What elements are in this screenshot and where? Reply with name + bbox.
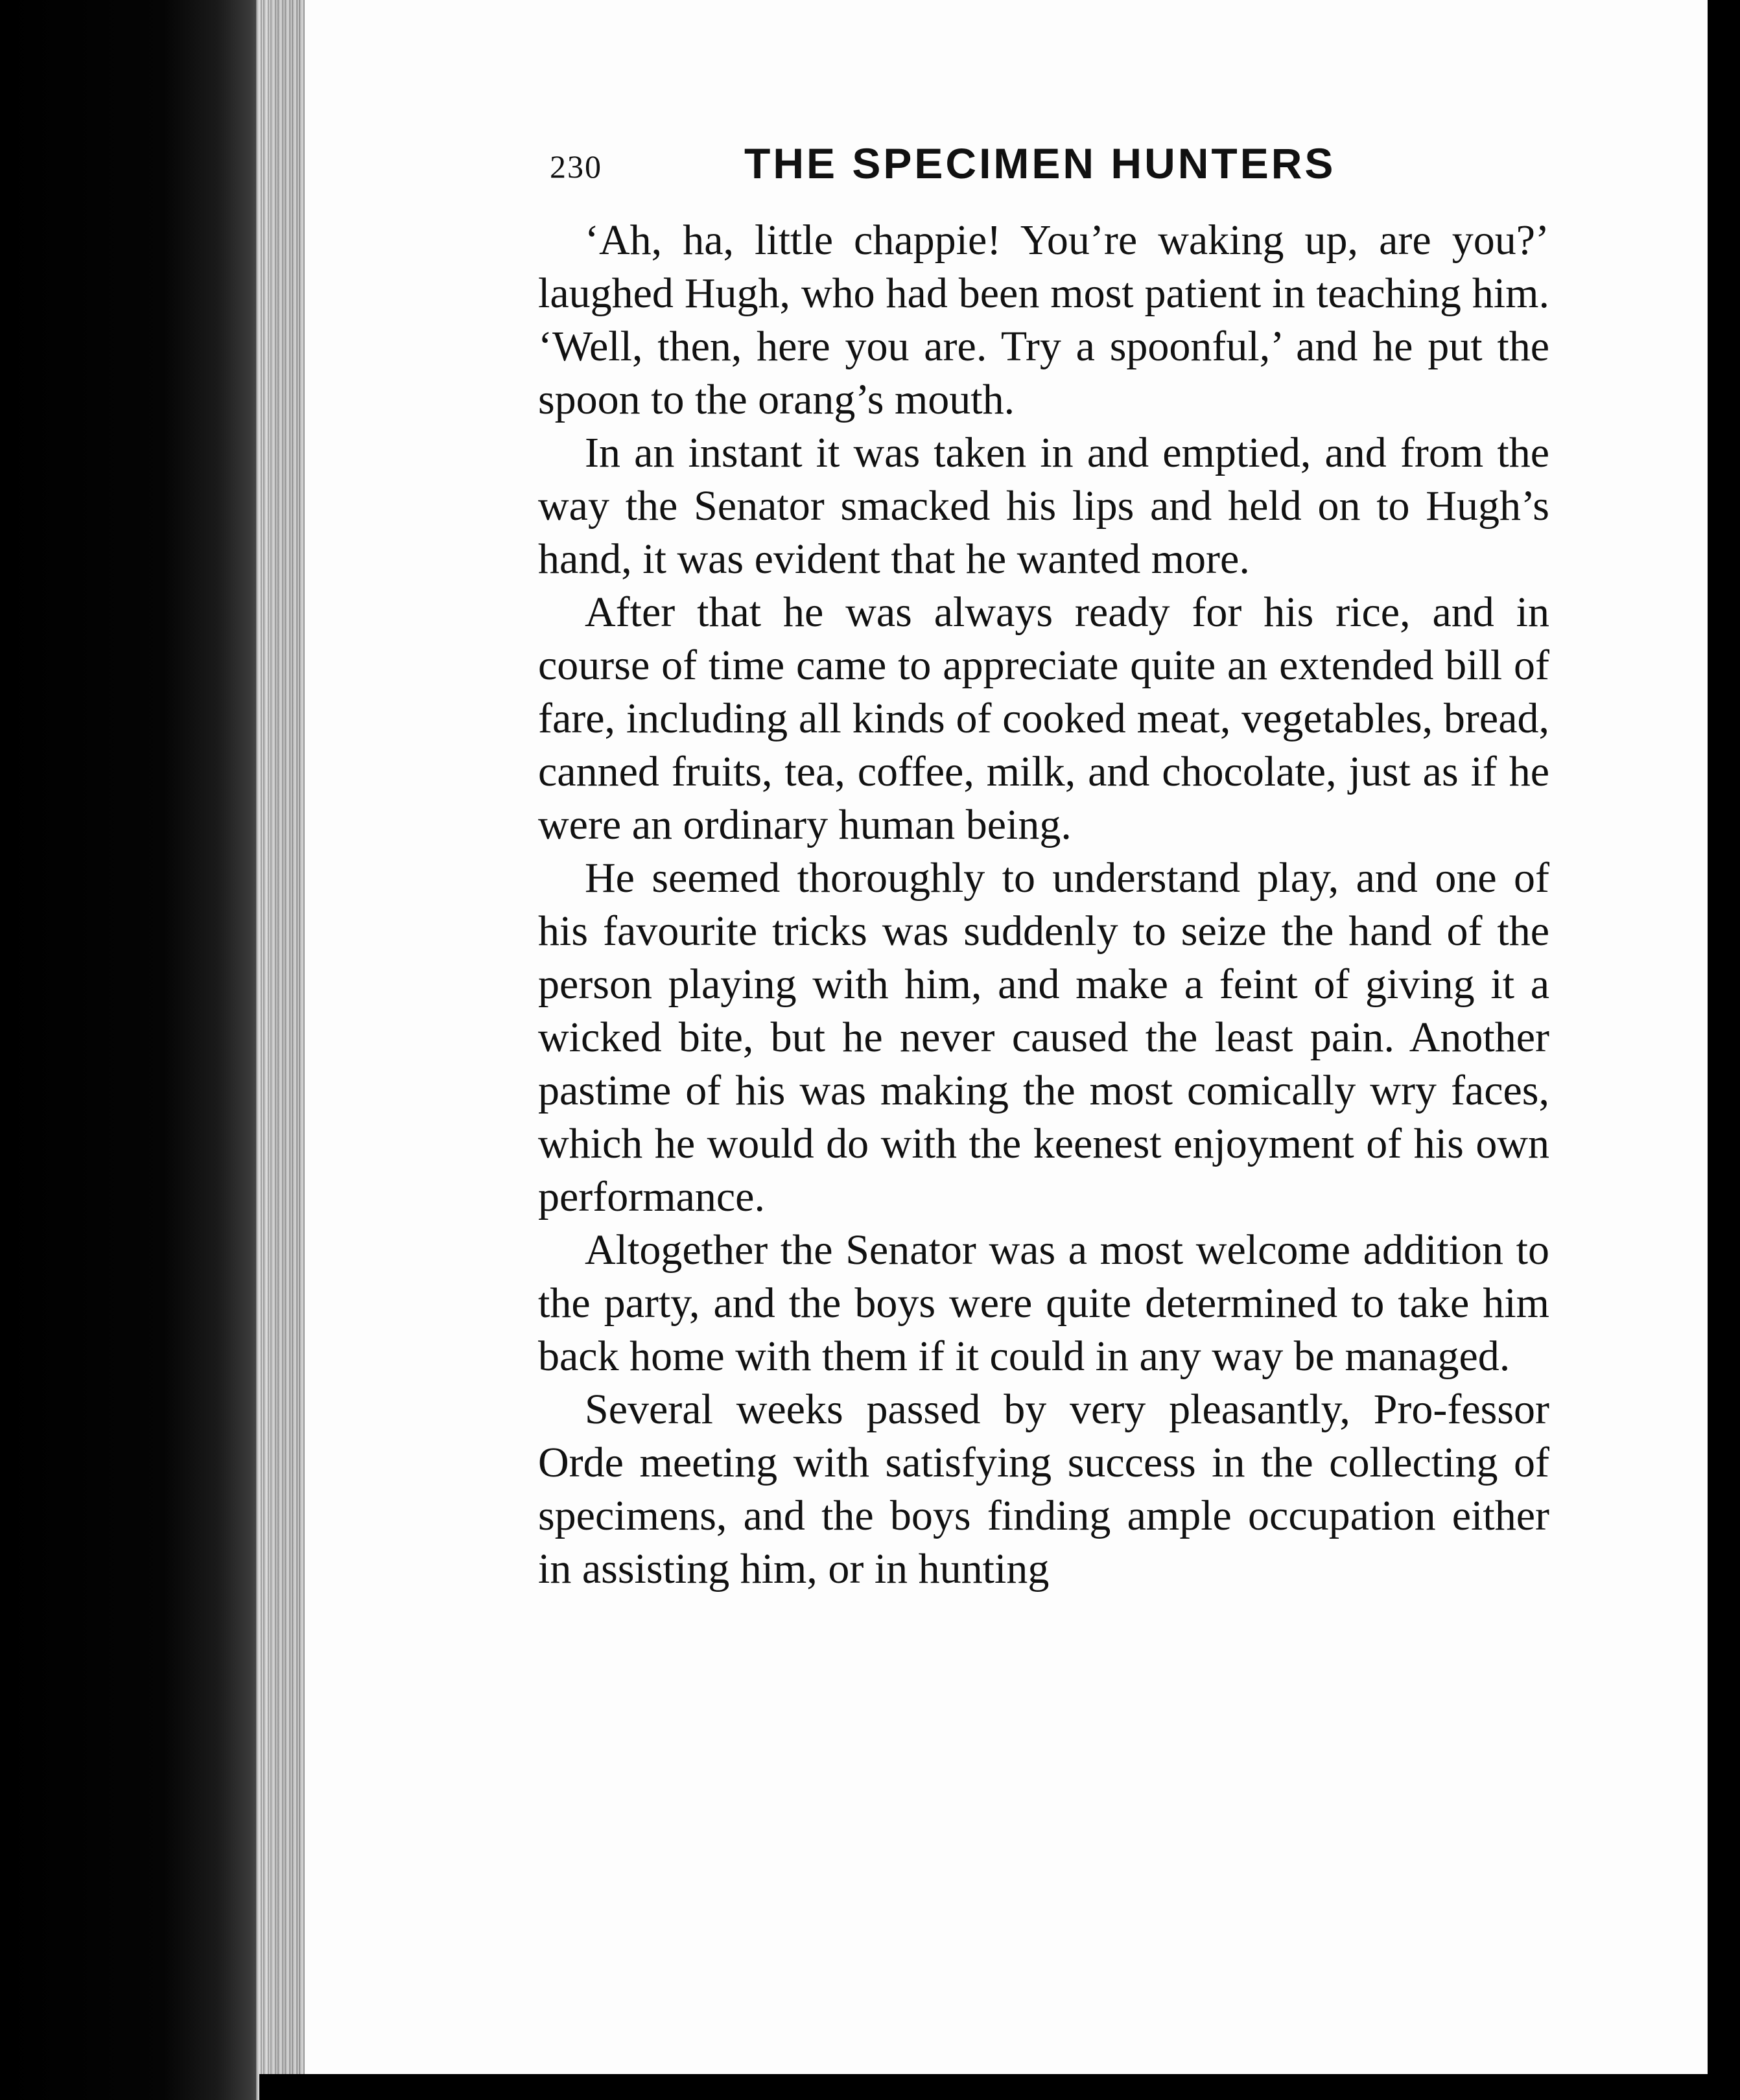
- paragraph: ‘Ah, ha, little chappie! You’re waking up, are you?’ laughed Hugh, who had been most patient in teaching him. ‘Well, then, here you are. Try a spoonful,’ and he put the spoon to the orang’s mouth.: [538, 216, 1549, 423]
- paragraph: Several weeks passed by very pleasantly, Pro-fessor Orde meeting with satisfying success in the collecting of specimens, and the boys finding ample occupation either in assisting him, or in hunting: [538, 1386, 1549, 1592]
- paragraph: Altogether the Senator was a most welcome addition to the party, and the boys were quite determined to take him back home with them if it could in any way be managed.: [538, 1226, 1549, 1380]
- page-header: [550, 139, 1367, 197]
- book-spine: [0, 0, 272, 2100]
- paragraph: After that he was always ready for his rice, and in course of time came to appreciate quite an extended bill of fare, including all kinds of cooked meat, vegetables, bread, canned fruits, tea, coffee, milk, and chocolate, just as if he were an ordinary human being.: [538, 589, 1549, 848]
- bottom-border: [259, 2074, 1740, 2100]
- body-text: [538, 214, 1549, 1596]
- paragraph: He seemed thoroughly to understand play, and one of his favourite tricks was suddenly to seize the hand of the person playing with him, and make a feint of giving it a wicked bite, but he never caused the least pain. Another pastime of his was making the most comically wry faces, which he would do with the keenest enjoyment of his own performance.: [538, 854, 1549, 1220]
- page-edges: [256, 0, 308, 2100]
- page-number: 230: [550, 148, 602, 185]
- right-border: [1708, 0, 1740, 2100]
- running-head: THE SPECIMEN HUNTERS: [744, 139, 1336, 187]
- paragraph: In an instant it was taken in and emptied, and from the way the Senator smacked his lips and held on to Hugh’s hand, it was evident that he wanted more.: [538, 429, 1549, 583]
